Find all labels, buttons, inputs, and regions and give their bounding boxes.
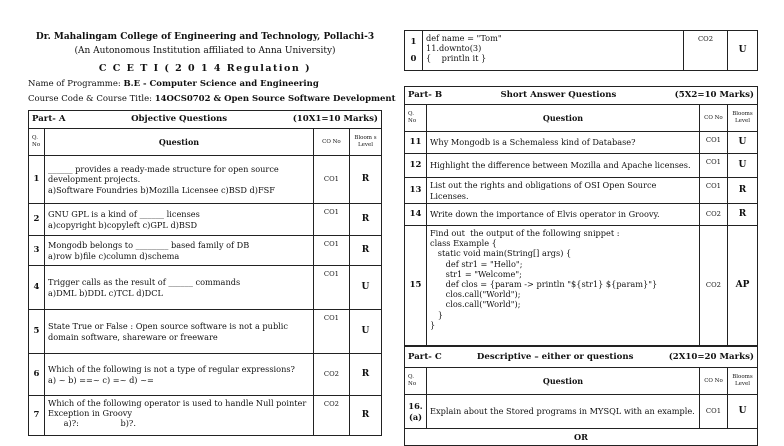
part-a-heading: Part- A Objective Questions (10X1=10 Marks) bbox=[29, 111, 382, 129]
table-row: 11 Why Mongodb is a Schemaless kind of Database? CO1 U bbox=[405, 132, 758, 154]
table-row: 16. (a) Explain about the Stored programs in MYSQL with an example. CO1 U bbox=[405, 395, 758, 429]
or-row: OR bbox=[405, 429, 758, 446]
part-b-column-headers: Q. No Question CO No Blooms Level bbox=[405, 105, 758, 132]
question-text: Write down the importance of Elvis operator in Groovy. bbox=[427, 204, 700, 226]
table-row: 3 Mongodb belongs to ________ based family of DB a)row b)file c)column d)schema CO1 R bbox=[29, 236, 382, 266]
question-text: List out the rights and obligations of OSI Open Source Licenses. bbox=[427, 178, 700, 204]
question-text: Trigger calls as the result of ______ commands a)DML b)DDL c)TCL d)DCL bbox=[48, 277, 241, 298]
part-a-column-headers: Q. No Question CO No Bloom s Level bbox=[29, 129, 382, 156]
question-text: Which of the following is not a type of regular expressions? a) ~ b) ==~ c) =~ d) ~= bbox=[48, 364, 295, 385]
table-row: 12 Highlight the difference between Mozilla and Apache licenses. CO1 U bbox=[405, 154, 758, 178]
table-row: 7 Which of the following operator is used to handle Null pointer Exception in Groovy a)?: b)?. CO2 R bbox=[29, 396, 382, 436]
college-name: Dr. Mahalingam College of Engineering and Technology, Pollachi-3 bbox=[35, 32, 375, 42]
code-snippet: def name = "Tom" 11.downto(3) { println it } bbox=[426, 33, 502, 64]
table-row: 4 Trigger calls as the result of ______ commands a)DML b)DDL c)TCL d)DCL CO1 U bbox=[29, 266, 382, 310]
question-text: Why Mongodb is a Schemaless kind of Database? bbox=[427, 132, 700, 154]
exam-title: C C E T I ( 2 0 1 4 Regulation ) bbox=[98, 63, 312, 74]
question-text: State True or False : Open source software is not a public domain software, shareware or freeware bbox=[48, 321, 291, 342]
right-page bbox=[404, 30, 758, 446]
part-c-table bbox=[404, 346, 758, 446]
part-c-column-headers: Q. No Question CO No Blooms Level bbox=[405, 368, 758, 395]
left-page bbox=[28, 30, 396, 436]
part-c-heading: Part- C Descriptive – either or questions (2X10=20 Marks) bbox=[405, 347, 758, 368]
part-a-table bbox=[28, 110, 382, 436]
part-b-table bbox=[404, 86, 758, 346]
table-row: 13 List out the rights and obligations of OSI Open Source Licenses. CO1 R bbox=[405, 178, 758, 204]
course-line: Course Code & Course Title: 14OCS0702 & Open Source Software Development bbox=[28, 94, 396, 104]
code-snippet: Find out the output of the following snippet : class Example { static void main(String[] args) { def str1 = "Hello"; str1 = "Welcome"; def clos = {param -> println "${str1} ${param}"} clos.call("World"); clos.call("World"); } } bbox=[430, 228, 658, 330]
q10-table bbox=[404, 30, 758, 71]
table-row: 5 State True or False : Open source software is not a public domain software, shareware or freeware CO1 U bbox=[29, 310, 382, 354]
question-text: GNU GPL is a kind of ______ licenses a)copyright b)copyleft c)GPL d)BSD bbox=[48, 209, 200, 230]
question-text: Highlight the difference between Mozilla and Apache licenses. bbox=[427, 154, 700, 178]
question-text: Explain about the Stored programs in MYSQL with an example. bbox=[427, 395, 700, 429]
table-row: 1 0 def name = "Tom" 11.downto(3) { println it } CO2 U bbox=[405, 31, 758, 71]
table-row: 6 Which of the following is not a type of regular expressions? a) ~ b) ==~ c) =~ d) ~= CO2 R bbox=[29, 354, 382, 396]
question-text: Mongodb belongs to ________ based family of DB a)row b)file c)column d)schema bbox=[48, 240, 250, 261]
table-row: 1 ______ provides a ready-made structure for open source development projects. a)Software Foundries b)Mozilla Licensee c)BSD d)FSF CO1 R bbox=[29, 156, 382, 204]
document-header bbox=[28, 30, 382, 76]
affiliation: (An Autonomous Institution affiliated to Anna University) bbox=[74, 46, 336, 56]
question-text: Which of the following operator is used to handle Null pointer Exception in Groovy a)?: b)?. bbox=[48, 398, 307, 429]
question-text: ______ provides a ready-made structure for open source development projects. a)Software Foundries b)Mozilla Licensee c)BSD d)FSF bbox=[48, 164, 279, 195]
table-row: 2 GNU GPL is a kind of ______ licenses a)copyright b)copyleft c)GPL d)BSD CO1 R bbox=[29, 204, 382, 236]
table-row: 14 Write down the importance of Elvis operator in Groovy. CO2 R bbox=[405, 204, 758, 226]
part-b-heading: Part- B Short Answer Questions (5X2=10 Marks) bbox=[405, 87, 758, 105]
table-row: 15 Find out the output of the following snippet : class Example { static void main(String[] args) { def str1 = "Hello"; str1 = "Welcome"; def clos = {param -> println "${str1} ${param}"} clos.call("World"); clos.call("World"); } } CO2 AP bbox=[405, 226, 758, 346]
programme-line: Name of Programme: B.E - Computer Science and Engineering bbox=[28, 79, 319, 89]
